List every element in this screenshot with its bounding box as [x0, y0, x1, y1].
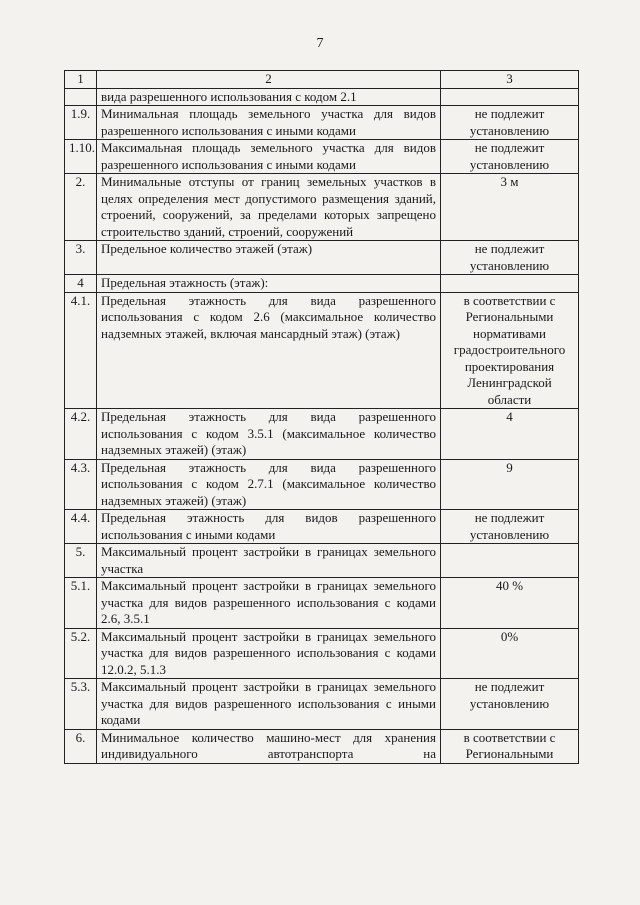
- row-number: 3.: [65, 241, 97, 275]
- row-number: 5.: [65, 544, 97, 578]
- header-cell-3: 3: [441, 71, 579, 89]
- row-number: 1.9.: [65, 106, 97, 140]
- row-value: не подлежит установлению: [441, 106, 579, 140]
- row-value: [441, 275, 579, 293]
- row-number: 4.4.: [65, 510, 97, 544]
- table-row: [65, 628, 579, 679]
- row-description: Предельная этажность для вида разрешенного использования с кодом 3.5.1 (максимальное количество надземных этажей) (этаж): [97, 409, 441, 460]
- header-cell-2: 2: [97, 71, 441, 89]
- table-row: [65, 459, 579, 510]
- row-number: 4.3.: [65, 459, 97, 510]
- table-row: [65, 275, 579, 293]
- row-value: 4: [441, 409, 579, 460]
- row-number: [65, 88, 97, 106]
- row-value: 3 м: [441, 174, 579, 241]
- page-number: 7: [316, 36, 324, 51]
- row-value: не подлежит установлению: [441, 241, 579, 275]
- row-value: не подлежит установлению: [441, 679, 579, 730]
- row-value: не подлежит установлению: [441, 140, 579, 174]
- row-description: вида разрешенного использования с кодом 2.1: [97, 88, 441, 106]
- table-row: [65, 679, 579, 730]
- table-row: [65, 729, 579, 763]
- row-number: 5.3.: [65, 679, 97, 730]
- row-value: 9: [441, 459, 579, 510]
- row-value: 0%: [441, 628, 579, 679]
- row-value: не подлежит установлению: [441, 510, 579, 544]
- table-row: [65, 88, 579, 106]
- row-number: 4.1.: [65, 292, 97, 409]
- row-description: Предельная этажность для видов разрешенного использования с иными кодами: [97, 510, 441, 544]
- row-value: [441, 544, 579, 578]
- row-number: 1.10.: [65, 140, 97, 174]
- row-number: 2.: [65, 174, 97, 241]
- row-value: в соответствии с Региональными: [441, 729, 579, 763]
- table-row: [65, 241, 579, 275]
- row-description: Минимальные отступы от границ земельных участков в целях определения мест допустимого размещения зданий, строений, сооружений, за пределами которых запрещено строительство зданий, строений, сооружений: [97, 174, 441, 241]
- row-description: Предельная этажность для вида разрешенного использования с кодом 2.6 (максимальное количество надземных этажей, включая мансардный этаж) (этаж): [97, 292, 441, 409]
- row-description: Предельная этажность (этаж):: [97, 275, 441, 293]
- table-row: [65, 578, 579, 629]
- row-description: Максимальный процент застройки в границах земельного участка для видов разрешенного использования с кодами 12.0.2, 5.1.3: [97, 628, 441, 679]
- row-value: в соответствии с Региональными нормативами градостроительного проектирования Ленинградской области: [441, 292, 579, 409]
- table-row: [65, 292, 579, 409]
- row-description: Максимальный процент застройки в границах земельного участка: [97, 544, 441, 578]
- row-number: 5.1.: [65, 578, 97, 629]
- row-number: 5.2.: [65, 628, 97, 679]
- table-header-row: [65, 71, 579, 89]
- row-number: 4: [65, 275, 97, 293]
- row-value: 40 %: [441, 578, 579, 629]
- table-row: [65, 140, 579, 174]
- row-description: Максимальный процент застройки в границах земельного участка для видов разрешенного использования с иными кодами: [97, 679, 441, 730]
- row-description: Минимальная площадь земельного участка для видов разрешенного использования с иными кодами: [97, 106, 441, 140]
- table-row: [65, 174, 579, 241]
- row-number: 4.2.: [65, 409, 97, 460]
- row-number: 6.: [65, 729, 97, 763]
- table-row: [65, 409, 579, 460]
- row-description: Предельное количество этажей (этаж): [97, 241, 441, 275]
- table-row: [65, 510, 579, 544]
- row-description: Предельная этажность для вида разрешенного использования с кодом 2.7.1 (максимальное количество надземных этажей) (этаж): [97, 459, 441, 510]
- table-row: [65, 106, 579, 140]
- header-cell-1: 1: [65, 71, 97, 89]
- regulations-table: [64, 70, 579, 764]
- table-row: [65, 544, 579, 578]
- row-value: [441, 88, 579, 106]
- row-description: Минимальное количество машино-мест для хранения индивидуального автотранспорта на: [97, 729, 441, 763]
- row-description: Максимальный процент застройки в границах земельного участка для видов разрешенного использования с кодами 2.6, 3.5.1: [97, 578, 441, 629]
- row-description: Максимальная площадь земельного участка для видов разрешенного использования с иными кодами: [97, 140, 441, 174]
